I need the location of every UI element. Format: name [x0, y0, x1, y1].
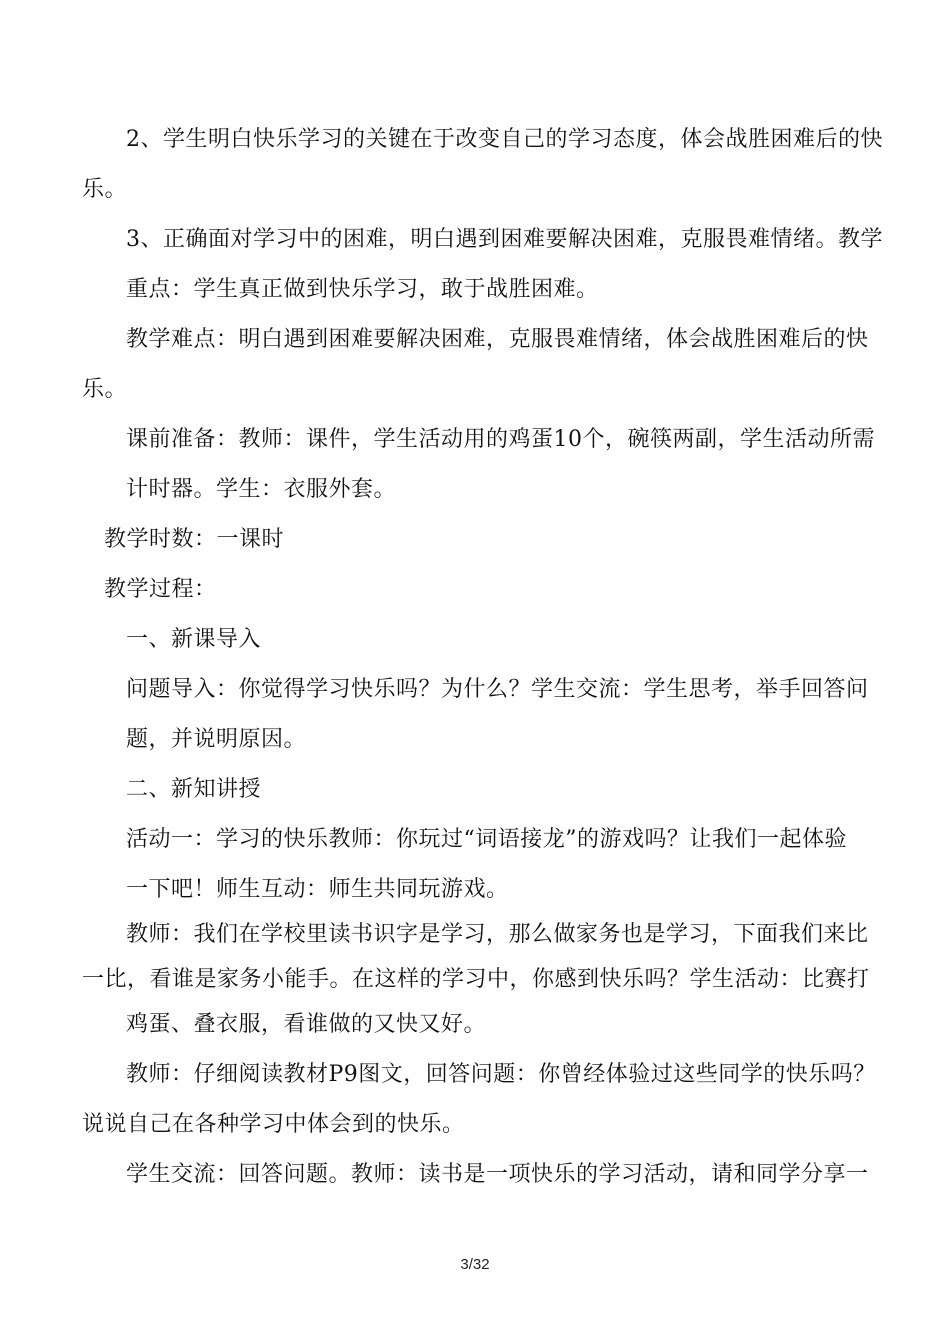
text-line: 活动一：学习的快乐教师：你玩过“词语接龙”的游戏吗？让我们一起体验: [126, 827, 847, 852]
text-line: 3、正确面对学习中的困难，明白遇到困难要解决困难，克服畏难情绪。教学: [126, 227, 883, 252]
text-line: 乐。: [82, 177, 128, 202]
text-line: 说说自己在各种学习中体会到的快乐。: [82, 1112, 465, 1137]
text-line: 2、学生明白快乐学习的关键在于改变自己的学习态度，体会战胜困难后的快: [126, 127, 883, 152]
page-number: 3/32: [460, 1256, 490, 1273]
text-line: 一比，看谁是家务小能手。在这样的学习中，你感到快乐吗？学生活动：比赛打: [82, 967, 870, 992]
text-line: 课前准备：教师：课件，学生活动用的鸡蛋10个，碗筷两副，学生活动所需: [126, 427, 875, 452]
text-line: 乐。: [82, 377, 128, 402]
text-line: 计时器。学生：衣服外套。: [126, 477, 397, 502]
text-line: 一下吧！师生互动：师生共同玩游戏。: [126, 877, 509, 902]
text-line: 学生交流：回答问题。教师：读书是一项快乐的学习活动，请和同学分享一: [126, 1162, 869, 1187]
text-line: 教学难点：明白遇到困难要解决困难，克服畏难情绪，体会战胜困难后的快: [126, 327, 869, 352]
text-line: 问题导入：你觉得学习快乐吗？为什么？学生交流：学生思考，举手回答问: [126, 677, 869, 702]
section-heading: 二、新知讲授: [126, 777, 262, 802]
text-line: 教师：我们在学校里读书识字是学习，那么做家务也是学习，下面我们来比: [126, 922, 869, 947]
text-line: 鸡蛋、叠衣服，看谁做的又快又好。: [126, 1012, 487, 1037]
text-line: 教学时数：一课时: [104, 527, 285, 552]
section-heading: 一、新课导入: [126, 627, 262, 652]
text-line: 重点：学生真正做到快乐学习，敢于战胜困难。: [126, 277, 599, 302]
text-line: 题，并说明原因。: [126, 727, 307, 752]
text-line: 教师：仔细阅读教材P9图文，回答问题：你曾经体验过这些同学的快乐吗？: [126, 1062, 876, 1087]
text-line: 教学过程：: [104, 577, 217, 602]
